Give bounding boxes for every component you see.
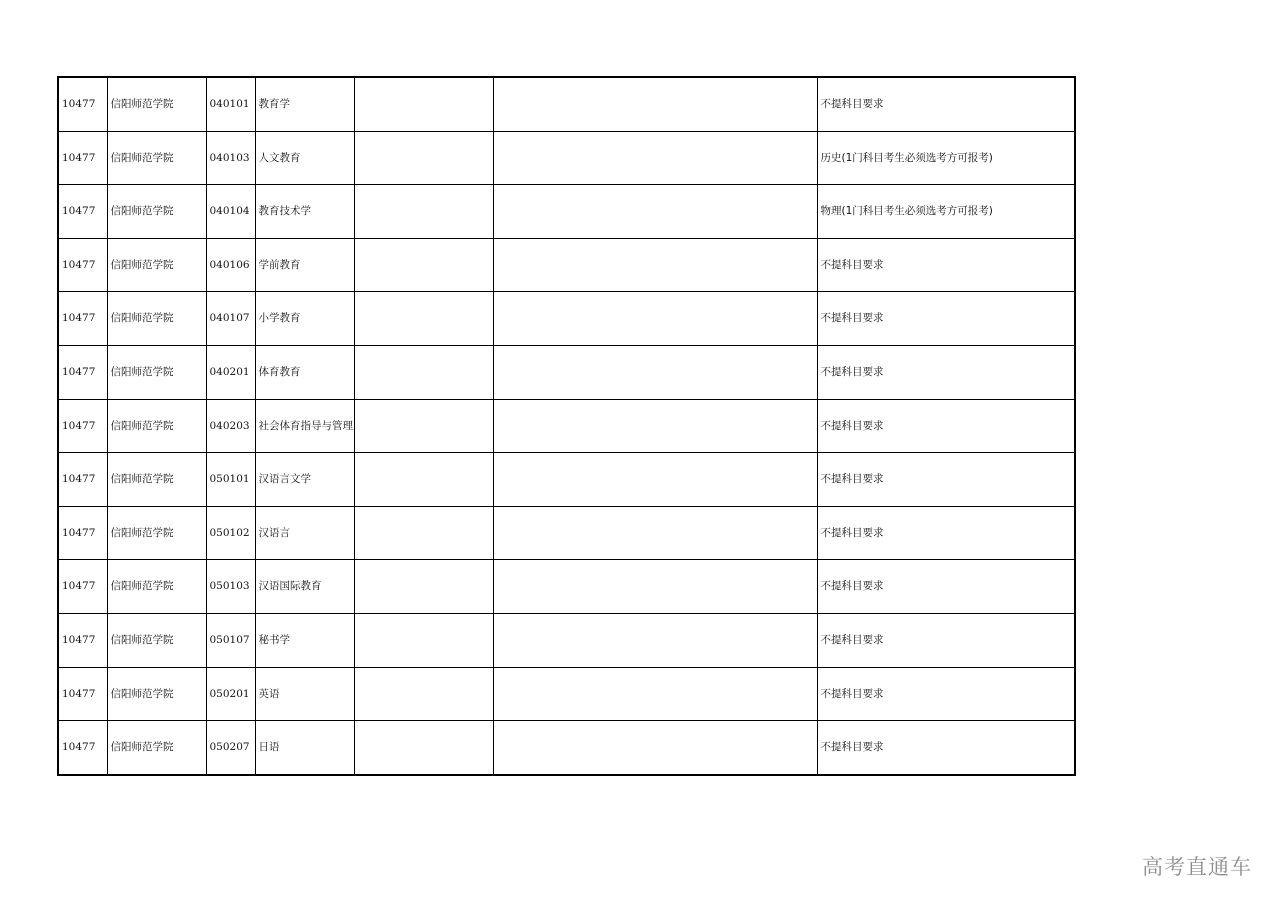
major-name-cell: 社会体育指导与管理 — [255, 399, 354, 453]
school-code-cell: 10477 — [58, 399, 107, 453]
table-row — [58, 131, 1075, 185]
subject-requirement-cell: 不提科目要求 — [817, 560, 1075, 614]
subject-requirement-cell: 不提科目要求 — [817, 613, 1075, 667]
subject-requirement-cell: 不提科目要求 — [817, 506, 1075, 560]
major-name-cell: 汉语言 — [255, 506, 354, 560]
major-name-cell: 日语 — [255, 721, 354, 775]
empty-cell — [493, 399, 817, 453]
school-name-cell: 信阳师范学院 — [107, 399, 206, 453]
empty-cell — [354, 613, 493, 667]
school-name-cell: 信阳师范学院 — [107, 667, 206, 721]
empty-cell — [493, 506, 817, 560]
major-code-cell: 040203 — [206, 399, 255, 453]
major-code-cell: 040106 — [206, 238, 255, 292]
empty-cell — [354, 560, 493, 614]
school-code-cell: 10477 — [58, 667, 107, 721]
school-name-cell: 信阳师范学院 — [107, 506, 206, 560]
table-row — [58, 560, 1075, 614]
empty-cell — [354, 131, 493, 185]
major-code-cell: 040104 — [206, 185, 255, 239]
empty-cell — [354, 345, 493, 399]
table-row — [58, 399, 1075, 453]
major-name-cell: 秘书学 — [255, 613, 354, 667]
school-name-cell: 信阳师范学院 — [107, 292, 206, 346]
school-name-cell: 信阳师范学院 — [107, 453, 206, 507]
major-code-cell: 040103 — [206, 131, 255, 185]
table-row — [58, 77, 1075, 131]
major-name-cell: 体育教育 — [255, 345, 354, 399]
table-row — [58, 506, 1075, 560]
table-row — [58, 453, 1075, 507]
major-code-cell: 040201 — [206, 345, 255, 399]
empty-cell — [493, 721, 817, 775]
school-code-cell: 10477 — [58, 453, 107, 507]
school-code-cell: 10477 — [58, 185, 107, 239]
empty-cell — [493, 613, 817, 667]
empty-cell — [354, 506, 493, 560]
major-code-cell: 040107 — [206, 292, 255, 346]
school-code-cell: 10477 — [58, 560, 107, 614]
major-name-cell: 汉语言文学 — [255, 453, 354, 507]
table-row — [58, 721, 1075, 775]
empty-cell — [354, 667, 493, 721]
empty-cell — [493, 238, 817, 292]
empty-cell — [493, 560, 817, 614]
school-name-cell: 信阳师范学院 — [107, 238, 206, 292]
empty-cell — [354, 721, 493, 775]
major-name-cell: 教育技术学 — [255, 185, 354, 239]
major-name-cell: 小学教育 — [255, 292, 354, 346]
table-row — [58, 613, 1075, 667]
empty-cell — [354, 399, 493, 453]
empty-cell — [354, 77, 493, 131]
empty-cell — [354, 238, 493, 292]
subject-requirement-cell: 不提科目要求 — [817, 345, 1075, 399]
table-row — [58, 345, 1075, 399]
major-name-cell: 英语 — [255, 667, 354, 721]
empty-cell — [354, 453, 493, 507]
empty-cell — [493, 345, 817, 399]
major-code-cell: 050107 — [206, 613, 255, 667]
school-code-cell: 10477 — [58, 238, 107, 292]
table-body — [58, 77, 1075, 775]
empty-cell — [493, 77, 817, 131]
subject-requirement-cell: 不提科目要求 — [817, 721, 1075, 775]
admission-requirements-table — [57, 76, 1076, 776]
empty-cell — [493, 453, 817, 507]
subject-requirement-cell: 不提科目要求 — [817, 667, 1075, 721]
school-name-cell: 信阳师范学院 — [107, 560, 206, 614]
major-name-cell: 汉语国际教育 — [255, 560, 354, 614]
empty-cell — [354, 185, 493, 239]
empty-cell — [354, 292, 493, 346]
major-name-cell: 人文教育 — [255, 131, 354, 185]
school-code-cell: 10477 — [58, 506, 107, 560]
school-name-cell: 信阳师范学院 — [107, 131, 206, 185]
empty-cell — [493, 185, 817, 239]
empty-cell — [493, 292, 817, 346]
school-name-cell: 信阳师范学院 — [107, 613, 206, 667]
school-code-cell: 10477 — [58, 613, 107, 667]
subject-requirement-cell: 物理(1门科目考生必须选考方可报考) — [817, 185, 1075, 239]
major-code-cell: 050201 — [206, 667, 255, 721]
watermark-text: 高考直通车 — [1142, 855, 1252, 879]
table-row — [58, 238, 1075, 292]
subject-requirement-cell: 不提科目要求 — [817, 292, 1075, 346]
school-code-cell: 10477 — [58, 721, 107, 775]
major-name-cell: 学前教育 — [255, 238, 354, 292]
school-code-cell: 10477 — [58, 131, 107, 185]
table-row — [58, 667, 1075, 721]
major-name-cell: 教育学 — [255, 77, 354, 131]
school-code-cell: 10477 — [58, 292, 107, 346]
subject-requirement-cell: 不提科目要求 — [817, 238, 1075, 292]
subject-requirement-cell: 历史(1门科目考生必须选考方可报考) — [817, 131, 1075, 185]
empty-cell — [493, 131, 817, 185]
major-code-cell: 050103 — [206, 560, 255, 614]
school-name-cell: 信阳师范学院 — [107, 721, 206, 775]
table-row — [58, 292, 1075, 346]
major-code-cell: 050207 — [206, 721, 255, 775]
subject-requirement-cell: 不提科目要求 — [817, 453, 1075, 507]
major-code-cell: 040101 — [206, 77, 255, 131]
major-code-cell: 050101 — [206, 453, 255, 507]
empty-cell — [493, 667, 817, 721]
subject-requirement-cell: 不提科目要求 — [817, 399, 1075, 453]
school-name-cell: 信阳师范学院 — [107, 345, 206, 399]
school-name-cell: 信阳师范学院 — [107, 185, 206, 239]
school-code-cell: 10477 — [58, 345, 107, 399]
subject-requirement-cell: 不提科目要求 — [817, 77, 1075, 131]
major-code-cell: 050102 — [206, 506, 255, 560]
school-name-cell: 信阳师范学院 — [107, 77, 206, 131]
table-row — [58, 185, 1075, 239]
school-code-cell: 10477 — [58, 77, 107, 131]
